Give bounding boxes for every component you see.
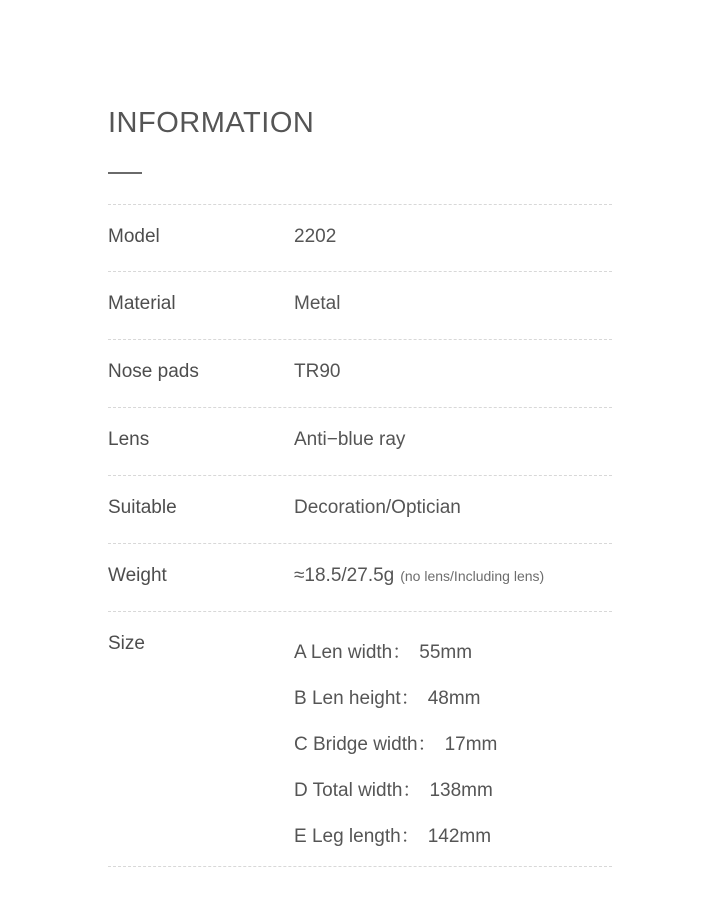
list-item [294,630,612,676]
table-row-size [108,612,612,867]
spec-label: Suitable [108,496,177,518]
spec-label: Nose pads [108,360,199,382]
spec-label: Model [108,225,160,247]
size-key: B Len height： [294,687,420,709]
size-key: A Len width： [294,641,412,663]
spec-label: Material [108,292,176,314]
specification-table [108,204,612,867]
size-value: 48mm [427,687,481,709]
size-key: C Bridge width： [294,733,437,755]
spec-label: Lens [108,428,150,450]
table-row [108,204,612,272]
spec-value: Anti−blue ray [294,428,406,450]
size-value: 55mm [419,641,473,663]
table-row [108,272,612,340]
table-row [108,476,612,544]
size-key: E Leg length： [294,825,420,847]
list-item [294,722,612,768]
size-measurement-list [294,626,612,860]
table-row [108,340,612,408]
spec-value: Metal [294,292,341,314]
spec-label: Size [108,632,145,654]
list-item [294,768,612,814]
page-title: INFORMATION [108,107,315,139]
size-value: 138mm [429,779,493,801]
size-key: D Total width： [294,779,422,801]
weight-value: ≈18.5/27.5g [294,564,395,586]
table-row [108,408,612,476]
list-item [294,814,612,860]
spec-label: Weight [108,564,167,586]
spec-value [294,558,612,590]
size-value: 17mm [444,733,498,755]
size-value: 142mm [427,825,492,847]
weight-note: (no lens/Including lens) [400,567,545,584]
list-item [294,676,612,722]
spec-value: 2202 [294,225,337,247]
table-row [108,544,612,612]
spec-value: TR90 [294,360,341,382]
title-underline-divider [108,172,142,174]
spec-value: Decoration/Optician [294,496,461,518]
